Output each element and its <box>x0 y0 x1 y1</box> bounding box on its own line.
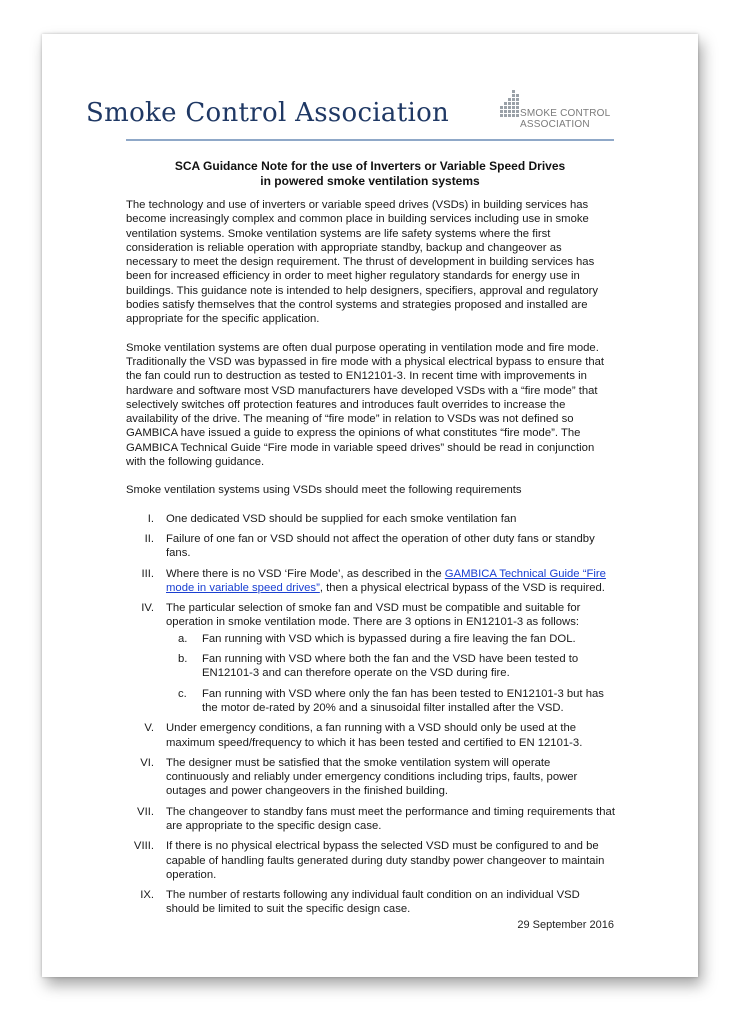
list-numeral: IV. <box>141 602 154 615</box>
list-item <box>126 839 616 882</box>
list-item-text-before: Where there is no VSD ‘Fire Mode’, as described in the <box>166 567 445 580</box>
list-numeral: VI. <box>140 756 154 769</box>
requirements-intro: Smoke ventilation systems using VSDs should meet the following requirements <box>126 484 522 497</box>
sublist-item-text: Fan running with VSD which is bypassed during a fire leaving the fan DOL. <box>202 632 576 645</box>
list-item <box>126 756 616 799</box>
sublist-item-text: Fan running with VSD where only the fan has been tested to EN12101-3 but has the motor de-rated by 20% and a sinusoidal filter installed after the VSD. <box>202 687 604 714</box>
document-title-line-2: in powered smoke ventilation systems <box>260 174 480 188</box>
document-body <box>126 198 616 923</box>
list-item-text: Under emergency conditions, a fan running with a VSD should only be used at the maximum speed/frequency to which it has been tested and certified to EN 12101-3. <box>166 722 583 749</box>
list-item-text: The number of restarts following any individual fault condition on an individual VSD should be limited to suit the specific design case. <box>166 889 580 916</box>
list-item <box>126 805 616 834</box>
document-title <box>126 159 614 189</box>
list-item <box>126 601 616 715</box>
organization-title: Smoke Control Association <box>86 98 450 128</box>
header-divider <box>126 139 614 141</box>
list-item-text: The changeover to standby fans must meet the performance and timing requirements that are appropriate to the specific design case. <box>166 805 615 832</box>
logo-squares-icon <box>500 90 520 120</box>
list-item <box>126 532 616 561</box>
sublist-letter: a. <box>178 632 188 645</box>
list-item-text-after: , then a physical electrical bypass of the VSD is required. <box>319 581 605 594</box>
list-numeral: I. <box>147 512 154 525</box>
logo-text <box>520 108 610 130</box>
sublist-item <box>166 652 616 681</box>
document-date: 29 September 2016 <box>517 919 614 931</box>
intro-paragraph: The technology and use of inverters or variable speed drives (VSDs) in building services has become increasingly complex and common place in building services including use in smoke ventilation systems. Smoke ventilation systems are life safety systems where the first consideration is reliable operation with appropriate standby, backup and changeover as necessary to meet the design requirement. The thrust of development in building services has been for increased efficiency in order to meet higher regulatory standards for energy use in buildings. This guidance note is intended to help designers, specifiers, approval and regulatory bodies satisfy themselves that the control systems and strategies proposed and installed are appropriate for the specific application. <box>126 199 599 326</box>
logo-line-1: SMOKE CONTROL <box>520 108 611 119</box>
document-header <box>86 68 614 140</box>
requirements-list <box>126 512 616 917</box>
options-sublist <box>166 632 616 715</box>
list-item-text: Failure of one fan or VSD should not affect the operation of other duty fans or standby fans. <box>166 532 595 560</box>
sublist-item <box>166 687 616 716</box>
list-numeral: V. <box>144 722 154 735</box>
list-numeral: IX. <box>140 889 154 902</box>
sublist-item <box>166 632 616 646</box>
sublist-letter: b. <box>178 653 188 666</box>
list-item <box>126 512 616 526</box>
list-numeral: III. <box>141 567 154 580</box>
list-item-text: The particular selection of smoke fan and VSD must be compatible and suitable for operation in smoke ventilation mode. There are 3 options in EN12101-3 as follows: <box>166 602 581 629</box>
list-item-text: One dedicated VSD should be supplied for each smoke ventilation fan <box>166 512 517 525</box>
list-item-text: The designer must be satisfied that the smoke ventilation system will operate continuously and reliably under emergency conditions including trips, faults, power outages and power changeovers in the finished building. <box>166 756 578 798</box>
logo-line-2: ASSOCIATION <box>520 119 590 130</box>
list-item <box>126 567 616 596</box>
sca-logo <box>500 78 616 132</box>
list-numeral: VIII. <box>133 840 154 853</box>
fire-mode-paragraph: Smoke ventilation systems are often dual purpose operating in ventilation mode and fire mode. Traditionally the VSD was bypassed in fire mode with a physical electrical bypass to ensure that the fan could run to destruction as tested to EN12101-3. In recent time with improvements in hardware and software most VSD manufacturers have developed VSDs with a “fire mode” that selectively switches off protection features and introduces fault overrides to increase the availability of the drive. The meaning of “fire mode” in relation to VSDs was not defined so GAMBICA have issued a guide to express the opinions of what constitutes “fire mode”. The GAMBICA Technical Guide “Fire mode in variable speed drives” should be read in conjunction with the following guidance. <box>126 341 605 469</box>
list-item <box>126 721 616 750</box>
sublist-item-text: Fan running with VSD where both the fan and the VSD have been tested to EN12101-3 and can therefore operate on the VSD during fire. <box>202 653 579 680</box>
document-title-line-1: SCA Guidance Note for the use of Inverters or Variable Speed Drives <box>174 159 566 173</box>
list-item-text: If there is no physical electrical bypass the selected VSD must be configured to and be capable of handling faults generated during duty standby power changeover to maintain operation. <box>166 840 605 881</box>
list-item <box>126 888 616 917</box>
gambica-guide-link[interactable]: GAMBICA Technical Guide “Fire mode in variable speed drives” <box>166 567 606 594</box>
sublist-letter: c. <box>178 687 187 700</box>
list-numeral: II. <box>144 532 154 545</box>
list-numeral: VII. <box>137 805 154 818</box>
